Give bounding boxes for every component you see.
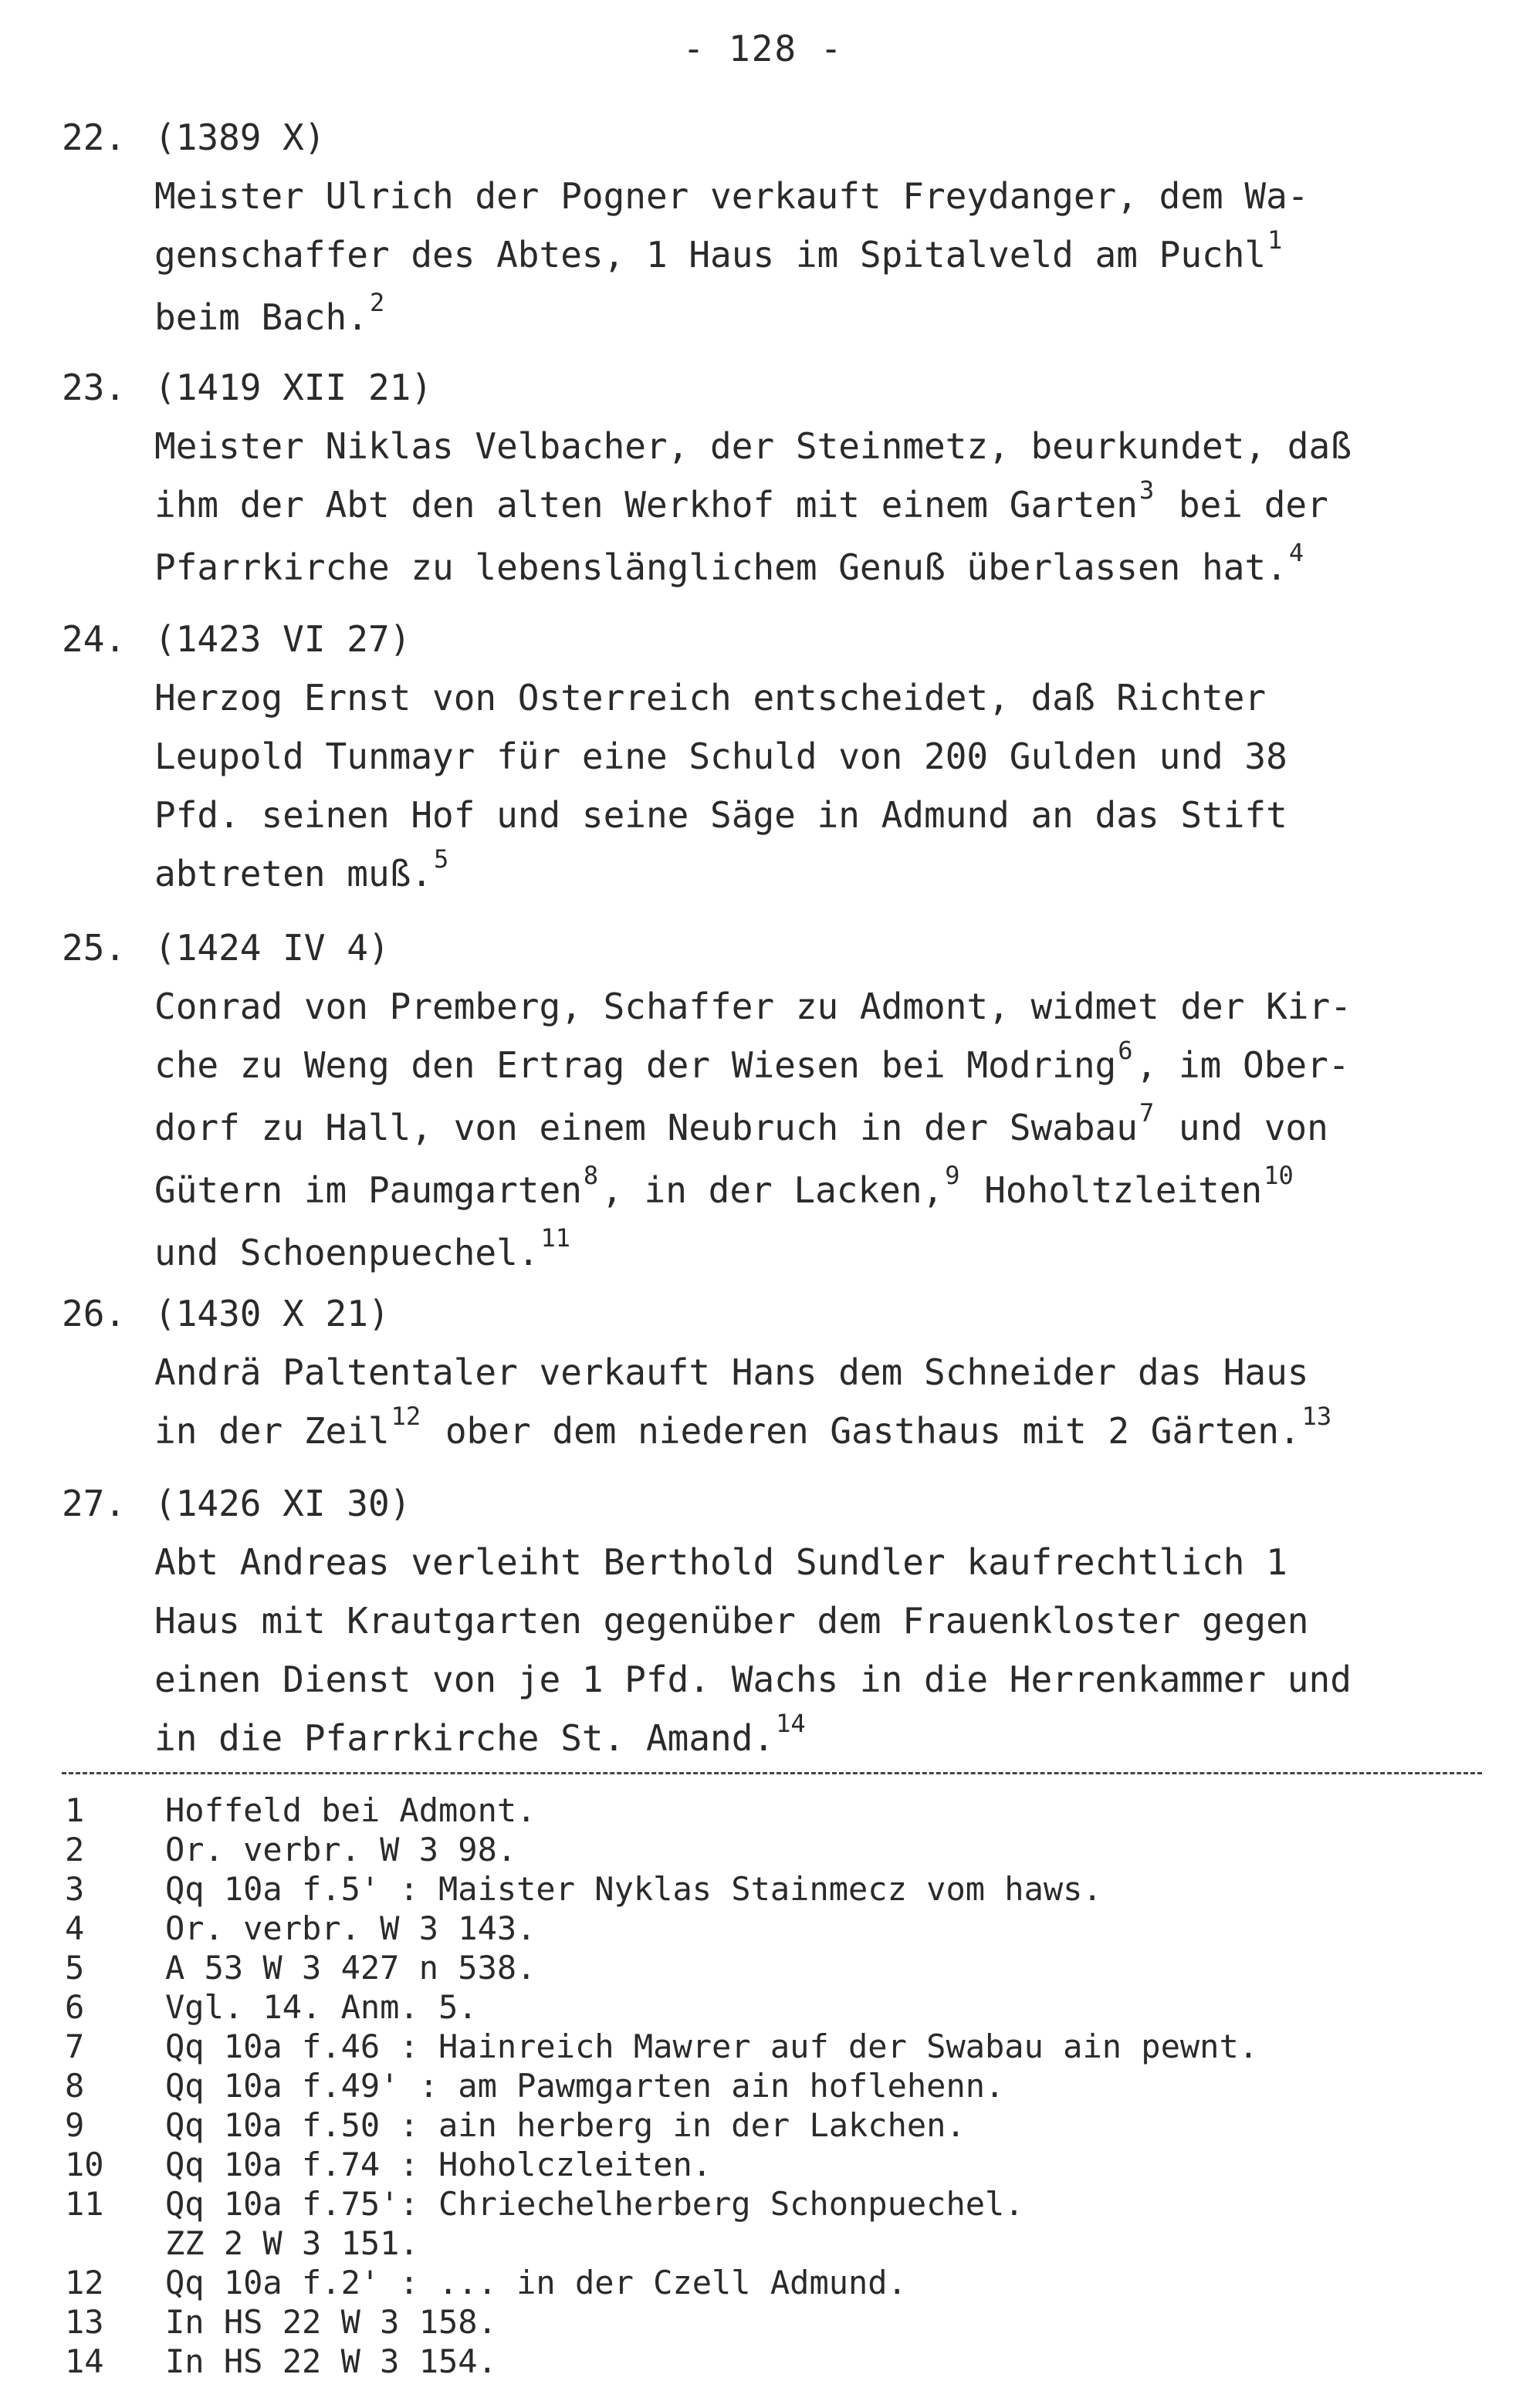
footnote-number: 13 (65, 2303, 104, 2341)
footnote (65, 1948, 1493, 1987)
entry-text-line (62, 1709, 1497, 1771)
footnote-text: ZZ 2 W 3 151. (165, 2224, 419, 2262)
footnote (65, 1987, 1493, 2027)
footnote-reference: 13 (1301, 1402, 1332, 1431)
footnote-reference: 6 (1118, 1036, 1133, 1065)
footnote-text: Qq 10a f.75': Chriechelherberg Schonpuechel. (165, 2185, 1024, 2223)
entry (62, 1474, 1497, 1771)
footnote-divider (62, 1772, 1482, 1774)
entry-text: Herzog Ernst von Osterreich entscheidet, daß Richter (154, 677, 1267, 719)
entry-text: Gütern im Paumgarten (154, 1169, 582, 1211)
footnote-number: 9 (65, 2106, 85, 2144)
footnote-text: Or. verbr. W 3 98. (165, 1831, 517, 1869)
entry-text-line (62, 225, 1497, 288)
footnote (65, 2302, 1493, 2342)
entry-text-line (62, 167, 1497, 225)
footnote-text: Qq 10a f.2' : ... in der Czell Admund. (165, 2264, 907, 2301)
entry-text: in die Pfarrkirche St. Amand. (154, 1717, 775, 1759)
entry-date: (1423 VI 27) (154, 618, 411, 660)
footnote-number: 11 (65, 2185, 104, 2223)
entry-text: abtreten muß. (154, 853, 433, 895)
footnote-number: 5 (65, 1949, 85, 1987)
entry (62, 1284, 1497, 1464)
footnote (65, 2263, 1493, 2302)
entry-heading (62, 918, 1497, 977)
entry-text-line (62, 977, 1497, 1036)
entry-number: 25. (62, 927, 127, 969)
entry-text-line (62, 288, 1497, 350)
entry-date: (1419 XII 21) (154, 367, 433, 408)
footnote-reference: 11 (540, 1223, 571, 1253)
entry-text: Andrä Paltentaler verkauft Hans dem Schneider das Haus (154, 1351, 1309, 1393)
entry-text: ihm der Abt den alten Werkhof mit einem Garten (154, 484, 1138, 526)
footnote (65, 2145, 1493, 2184)
entry-text: beim Bach. (154, 296, 368, 338)
footnote-reference: 9 (945, 1161, 960, 1190)
footnote-reference: 3 (1139, 475, 1155, 505)
entry-heading (62, 1474, 1497, 1533)
entry-date: (1389 X) (154, 117, 326, 158)
entry-text-line (62, 475, 1497, 538)
entry-text: Leupold Tunmayr für eine Schuld von 200 Gulden und 38 (154, 736, 1287, 777)
footnote-text: Qq 10a f.74 : Hoholczleiten. (165, 2146, 712, 2183)
footnote (65, 2066, 1493, 2105)
entry-heading (62, 610, 1497, 668)
footnote-text: Vgl. 14. Anm. 5. (165, 1988, 478, 2026)
entry-text-line (62, 1343, 1497, 1402)
entry-date: (1424 IV 4) (154, 927, 390, 969)
entry-text: dorf zu Hall, von einem Neubruch in der Swabau (154, 1107, 1138, 1148)
entry-text-line (62, 1098, 1497, 1161)
entry-text: und Schoenpuechel. (154, 1232, 540, 1273)
footnote-number: 3 (65, 1870, 85, 1908)
entry-text: genschaffer des Abtes, 1 Haus im Spitalveld am Puchl (154, 234, 1267, 276)
entry-text-line (62, 1161, 1497, 1223)
entry-heading (62, 108, 1497, 167)
footnote-number: 2 (65, 1831, 85, 1869)
entry-text-line (62, 1591, 1497, 1650)
entry-text-line (62, 538, 1497, 600)
entry-text: , im Ober- (1135, 1044, 1350, 1086)
entry-text-line (62, 1036, 1497, 1098)
footnote (65, 1830, 1493, 1869)
entry-text: Meister Ulrich der Pogner verkauft Freydanger, dem Wa- (154, 175, 1309, 217)
entry-text-line (62, 727, 1497, 786)
footnote (65, 1791, 1493, 1830)
entry (62, 358, 1497, 600)
entry-number: 26. (62, 1293, 127, 1334)
entry-text-line (62, 1402, 1497, 1464)
footnote-number: 1 (65, 1791, 85, 1829)
footnote-text: Qq 10a f.49' : am Pawmgarten ain hoflehenn. (165, 2067, 1005, 2105)
footnote-reference: 1 (1267, 225, 1283, 255)
entry (62, 918, 1497, 1286)
footnote (65, 2224, 1493, 2263)
footnote-number: 8 (65, 2067, 85, 2105)
entry-text: che zu Weng den Ertrag der Wiesen bei Modring (154, 1044, 1117, 1086)
entry-number: 24. (62, 618, 127, 660)
entry-text: Pfd. seinen Hof und seine Säge in Admund an das Stift (154, 794, 1287, 836)
footnote-number: 10 (65, 2146, 104, 2183)
footnote (65, 2105, 1493, 2145)
entry-text: Hoholtzleiten (963, 1169, 1263, 1211)
entry-number: 23. (62, 367, 127, 408)
entry-date: (1426 XI 30) (154, 1483, 411, 1524)
footnote-number: 12 (65, 2264, 104, 2301)
entry-text: Haus mit Krautgarten gegenüber dem Frauenkloster gegen (154, 1600, 1309, 1642)
entry (62, 610, 1497, 907)
footnote (65, 2027, 1493, 2066)
footnote-number: 6 (65, 1988, 85, 2026)
footnote-text: In HS 22 W 3 158. (165, 2303, 497, 2341)
entry-text: einen Dienst von je 1 Pfd. Wachs in die Herrenkammer und (154, 1659, 1352, 1700)
footnote-list (65, 1791, 1493, 2381)
page-number: - 128 - (682, 28, 844, 69)
footnote-number: 14 (65, 2342, 104, 2380)
footnote-text: Hoffeld bei Admont. (165, 1791, 536, 1829)
footnote-text: Qq 10a f.50 : ain herberg in der Lakchen. (165, 2106, 966, 2144)
entry-date: (1430 X 21) (154, 1293, 390, 1334)
footnote-reference: 14 (776, 1709, 806, 1738)
entry-text: Abt Andreas verleiht Berthold Sundler kaufrechtlich 1 (154, 1541, 1287, 1583)
entry-text: in der Zeil (154, 1410, 390, 1452)
entry-text-line (62, 844, 1497, 907)
entry-text-line (62, 417, 1497, 475)
entry-text: ober dem niederen Gasthaus mit 2 Gärten. (424, 1410, 1301, 1452)
footnote-number: 4 (65, 1909, 85, 1947)
entry-text: , in der Lacken, (601, 1169, 944, 1211)
entry-text: Pfarrkirche zu lebenslänglichem Genuß überlassen hat. (154, 546, 1287, 588)
footnote-text: Qq 10a f.46 : Hainreich Mawrer auf der Swabau ain pewnt. (165, 2028, 1259, 2065)
entry-text-line (62, 668, 1497, 727)
entry (62, 108, 1497, 350)
footnote (65, 2184, 1493, 2224)
footnote-reference: 10 (1264, 1161, 1294, 1190)
entry-text: und von (1157, 1107, 1328, 1148)
entry-heading (62, 358, 1497, 417)
footnote-text: A 53 W 3 427 n 538. (165, 1949, 536, 1987)
entry-number: 27. (62, 1483, 127, 1524)
entry-text-line (62, 1650, 1497, 1709)
entry-text: Conrad von Premberg, Schaffer zu Admont, widmet der Kir- (154, 986, 1352, 1027)
footnote (65, 1869, 1493, 1909)
footnote-reference: 4 (1288, 538, 1304, 567)
footnote-text: Or. verbr. W 3 143. (165, 1909, 536, 1947)
entry-text: Meister Niklas Velbacher, der Steinmetz, beurkundet, daß (154, 425, 1352, 467)
footnote-reference: 2 (369, 288, 385, 317)
footnote-text: Qq 10a f.5' : Maister Nyklas Stainmecz vom haws. (165, 1870, 1102, 1908)
footnote-reference: 12 (391, 1402, 421, 1431)
footnote-text: In HS 22 W 3 154. (165, 2342, 497, 2380)
entry-text-line (62, 786, 1497, 844)
footnote-reference: 5 (434, 844, 449, 874)
entry-text-line (62, 1533, 1497, 1591)
entry-heading (62, 1284, 1497, 1343)
footnote-number: 7 (65, 2028, 85, 2065)
footnote (65, 2342, 1493, 2381)
footnote-reference: 7 (1139, 1098, 1155, 1128)
footnote (65, 1909, 1493, 1948)
entry-number: 22. (62, 117, 127, 158)
entry-text: bei der (1157, 484, 1328, 526)
footnote-reference: 8 (583, 1161, 599, 1190)
entry-text-line (62, 1223, 1497, 1286)
